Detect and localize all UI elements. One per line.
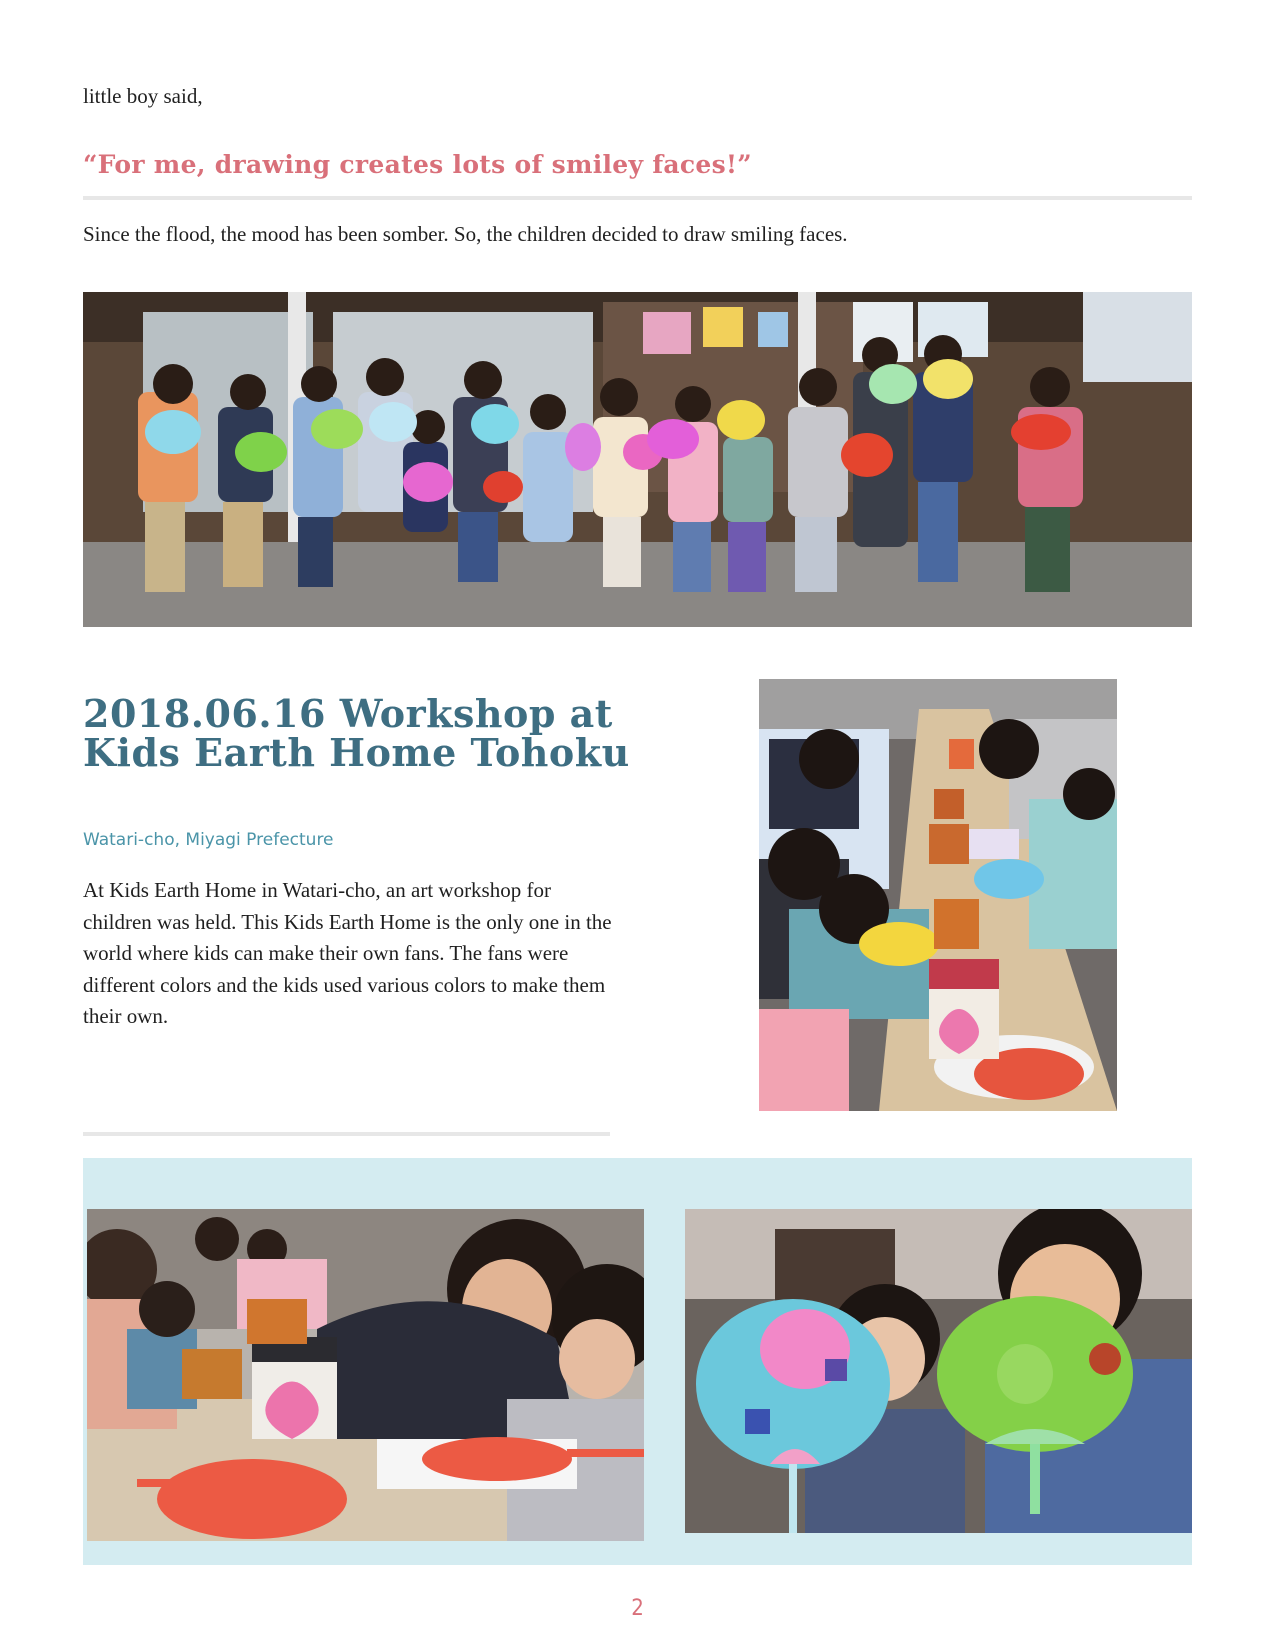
coloring-photo	[87, 1209, 644, 1541]
page-number: 2	[631, 1596, 644, 1621]
paragraph: Since the flood, the mood has been somber. So, the children decided to draw smiling faces.	[83, 222, 848, 246]
table-photo	[759, 679, 1117, 1111]
divider	[83, 1132, 610, 1136]
pull-quote: “For me, drawing creates lots of smiley faces!”	[83, 150, 752, 179]
fans-photo	[685, 1209, 1192, 1533]
group-photo	[83, 292, 1192, 627]
section-body: At Kids Earth Home in Watari-cho, an art workshop for children was held. This Kids Earth Home is the only one in the world where kids can make their own fans. The fans were different colors and the kids used various colors to make them their own.	[83, 878, 612, 1028]
section-title: 2018.06.16 Workshop at Kids Earth Home Tohoku	[83, 691, 630, 775]
intro-text: little boy said,	[83, 84, 203, 108]
divider	[83, 196, 1192, 200]
location-subtitle: Watari-cho, Miyagi Prefecture	[83, 830, 334, 850]
